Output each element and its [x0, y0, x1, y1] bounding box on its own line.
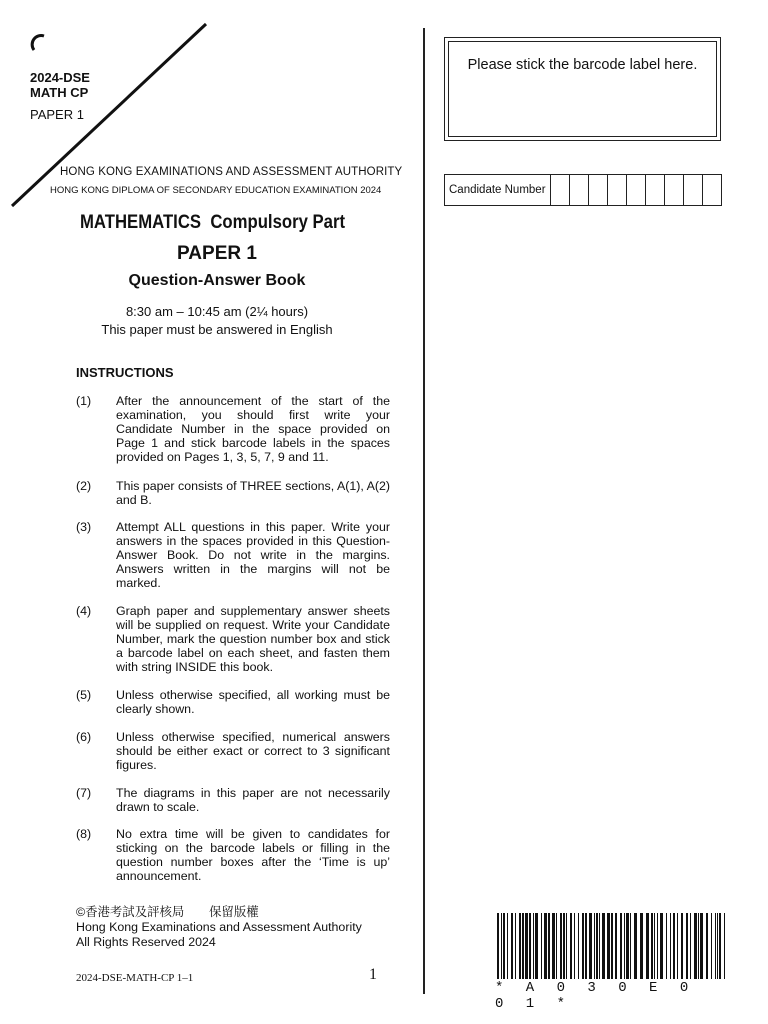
barcode-bar — [563, 913, 565, 979]
instruction-text: This paper consists of THREE sections, A(1), A(2) and B. — [116, 479, 390, 507]
copyright-line-chinese: ©香港考試及評核局 保留版權 — [76, 905, 259, 919]
barcode-bar — [507, 913, 508, 979]
instructions-heading: INSTRUCTIONS — [76, 365, 174, 380]
instruction-number: (3) — [76, 520, 92, 534]
barcode-label-text: Please stick the barcode label here. — [467, 57, 698, 73]
barcode-bar — [630, 913, 631, 979]
exam-name: HONG KONG DIPLOMA OF SECONDARY EDUCATION EXAMINATION 2024 — [50, 185, 382, 196]
instruction-text: Unless otherwise specified, numerical answers should be either exact or correct to 3 significant figures. — [116, 730, 390, 772]
barcode-bar — [706, 913, 708, 979]
instruction-text: Graph paper and supplementary answer sheets will be supplied on request. Write your Candidate Number, mark the question number box and stick a barcode label on each sheet, and fasten them with string INSIDE this book. — [116, 604, 390, 674]
candidate-digit-box[interactable] — [703, 175, 721, 205]
copyright-line-authority: Hong Kong Examinations and Assessment Authority — [76, 920, 362, 934]
barcode-bar — [503, 913, 505, 979]
barcode-bar — [544, 913, 547, 979]
instruction-text: The diagrams in this paper are not necessarily drawn to scale. — [116, 786, 390, 814]
barcode-bar — [566, 913, 567, 979]
paper-code-line1: 2024-DSE — [30, 70, 90, 85]
instruction-text: Unless otherwise specified, all working must be clearly shown. — [116, 688, 390, 716]
barcode-bar — [700, 913, 703, 979]
barcode-bar — [670, 913, 671, 979]
page-number: 1 — [369, 966, 377, 983]
barcode-label-box-inner — [448, 41, 717, 137]
printed-barcode — [497, 913, 725, 979]
candidate-digit-box[interactable] — [551, 175, 570, 205]
barcode-bar — [690, 913, 691, 979]
barcode-bar — [560, 913, 562, 979]
instruction-item — [76, 730, 390, 772]
barcode-bar — [529, 913, 531, 979]
barcode-bar — [525, 913, 528, 979]
instruction-item — [76, 827, 390, 883]
barcode-bar — [548, 913, 550, 979]
paper-code-line2: MATH CP — [30, 85, 89, 100]
barcode-bar — [711, 913, 712, 979]
barcode-bar — [615, 913, 617, 979]
instruction-item — [76, 394, 390, 464]
barcode-bar — [599, 913, 600, 979]
barcode-bar — [582, 913, 584, 979]
barcode-bar — [719, 913, 721, 979]
barcode-bar — [585, 913, 587, 979]
barcode-bar — [533, 913, 534, 979]
instruction-text: Attempt ALL questions in this paper. Write your answers in the spaces provided in this Question-Answer Book. Do not write in the margins. Answers written in the margins will not be marked. — [116, 520, 390, 590]
barcode-bar — [651, 913, 653, 979]
instruction-number: (7) — [76, 786, 92, 800]
barcode-bar — [519, 913, 521, 979]
candidate-digit-box[interactable] — [646, 175, 665, 205]
barcode-bar — [694, 913, 697, 979]
instruction-text: No extra time will be given to candidates for sticking on the barcode labels or filling in the question number boxes after the ‘Time is up’ announcement. — [116, 827, 390, 883]
barcode-bar — [570, 913, 572, 979]
instruction-number: (1) — [76, 394, 92, 408]
barcode-bar — [715, 913, 716, 979]
instruction-item — [76, 520, 390, 590]
barcode-bar — [535, 913, 538, 979]
copyright-block — [76, 905, 362, 950]
instruction-item — [76, 479, 390, 507]
barcode-bar — [541, 913, 542, 979]
barcode-bar — [574, 913, 575, 979]
barcode-bar — [724, 913, 725, 979]
barcode-label-box — [444, 37, 721, 141]
barcode-bar — [607, 913, 610, 979]
instruction-number: (8) — [76, 827, 92, 841]
barcode-bar — [626, 913, 629, 979]
barcode-bar — [657, 913, 658, 979]
instruction-item — [76, 688, 390, 716]
barcode-bar — [552, 913, 555, 979]
candidate-digit-box[interactable] — [608, 175, 627, 205]
paper-title: PAPER 1 — [177, 243, 257, 264]
candidate-digit-box[interactable] — [627, 175, 646, 205]
barcode-caption: * A 0 3 0 E 0 0 1 * — [495, 980, 696, 1012]
candidate-number-label: Candidate Number — [445, 175, 551, 205]
subject-title: MATHEMATICS Compulsory Part — [80, 212, 346, 233]
barcode-bar — [620, 913, 622, 979]
paper-number: PAPER 1 — [30, 107, 84, 122]
candidate-digit-box[interactable] — [665, 175, 684, 205]
barcode-bar — [596, 913, 598, 979]
exam-time: 8:30 am – 10:45 am (2¼ hours) — [125, 304, 309, 319]
barcode-bar — [717, 913, 718, 979]
barcode-bar — [624, 913, 625, 979]
instruction-number: (6) — [76, 730, 92, 744]
barcode-bar — [634, 913, 637, 979]
barcode-bar — [654, 913, 655, 979]
barcode-bar — [666, 913, 667, 979]
barcode-bar — [646, 913, 649, 979]
corner-mark-icon — [32, 36, 44, 50]
barcode-bar — [594, 913, 595, 979]
instruction-number: (2) — [76, 479, 92, 493]
footer-paper-code: 2024-DSE-MATH-CP 1–1 — [76, 972, 194, 984]
candidate-digit-box[interactable] — [570, 175, 589, 205]
barcode-bar — [686, 913, 688, 979]
barcode-bar — [602, 913, 605, 979]
instruction-number: (4) — [76, 604, 92, 618]
language-note: This paper must be answered in English — [101, 322, 333, 337]
copyright-line-rights: All Rights Reserved 2024 — [76, 935, 216, 949]
instruction-number: (5) — [76, 688, 92, 702]
candidate-number-field[interactable] — [444, 174, 722, 206]
barcode-bar — [511, 913, 513, 979]
candidate-digit-box[interactable] — [589, 175, 608, 205]
barcode-bar — [497, 913, 499, 979]
barcode-bar — [578, 913, 579, 979]
barcode-bar — [677, 913, 678, 979]
barcode-bar — [556, 913, 557, 979]
instruction-text: After the announcement of the start of the examination, you should first write your Candidate Number in the space provided on Page 1 and stick barcode labels in the spaces provided on Pages 1, 3, 5, 7, 9 and 11. — [116, 394, 390, 464]
barcode-bar — [611, 913, 613, 979]
barcode-bar — [515, 913, 516, 979]
barcode-bar — [522, 913, 524, 979]
barcode-bar — [589, 913, 592, 979]
authority-name: HONG KONG EXAMINATIONS AND ASSESSMENT AUTHORITY — [60, 166, 403, 178]
barcode-bar — [640, 913, 643, 979]
barcode-bar — [501, 913, 502, 979]
barcode-bar — [681, 913, 683, 979]
paper-code — [30, 70, 90, 100]
candidate-digit-box[interactable] — [684, 175, 703, 205]
book-title: Question-Answer Book — [128, 272, 306, 289]
vertical-divider — [423, 28, 425, 994]
instruction-item — [76, 786, 390, 814]
barcode-bar — [698, 913, 699, 979]
barcode-bar — [660, 913, 663, 979]
instruction-item — [76, 604, 390, 674]
barcode-bar — [673, 913, 675, 979]
